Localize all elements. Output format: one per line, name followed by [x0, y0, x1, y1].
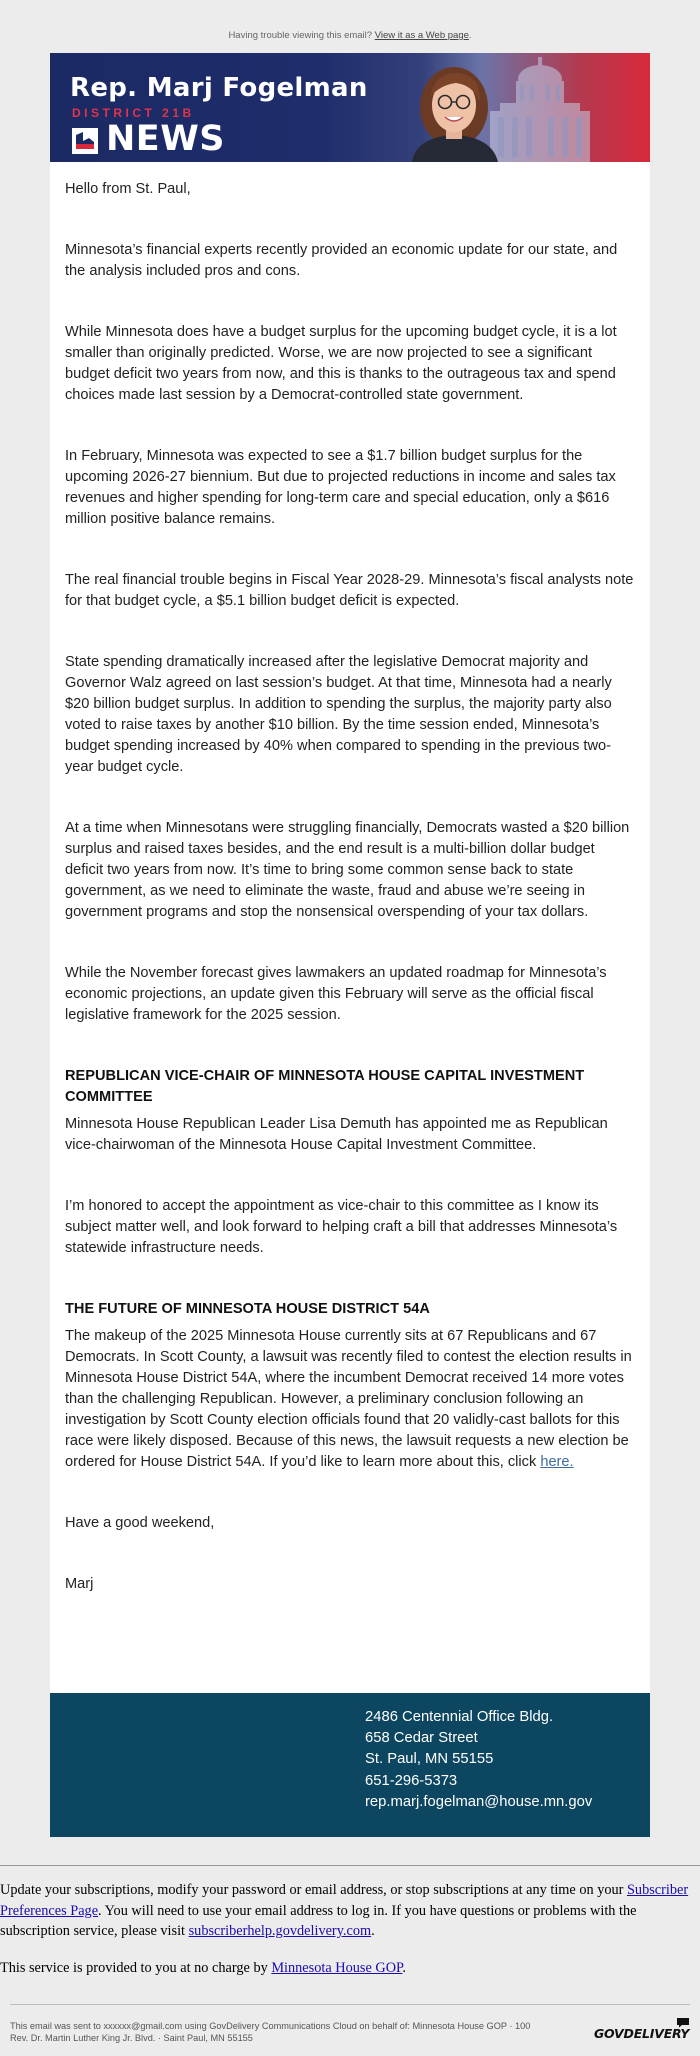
paragraph-text: The makeup of the 2025 Minnesota House currently sits at 67 Republicans and 67 Democrats. In Scott County, a lawsuit was recently filed to contest the election results in Minnesota House District 54A, where the incumbent Democrat received 14 more votes than the challenging Republican. However, a preliminary conclusion following an investigation by Scott County election officials found that 20 validly-cast ballots for this race were likely disposed. Because of this news, the lawsuit requests a new election be ordered for House District 54A. If you’d like to learn more about this, click — [65, 1328, 632, 1470]
paragraph — [65, 1326, 635, 1473]
divider — [0, 1865, 700, 1866]
fineprint — [10, 2020, 570, 2044]
section-heading: REPUBLICAN VICE-CHAIR OF MINNESOTA HOUSE CAPITAL INVESTMENT COMMITTEE — [65, 1068, 585, 1105]
newsletter-banner — [50, 53, 650, 162]
subscriber-preferences-link[interactable]: Subscriber Preferences Page — [0, 1882, 689, 1919]
preheader-text: Having trouble viewing this email? — [228, 30, 373, 41]
subscriber-help-link[interactable]: subscriberhelp.govdelivery.com — [188, 1923, 372, 1939]
subscription-info — [0, 1880, 700, 1994]
address-line: 658 Cedar Street — [365, 1730, 478, 1747]
paragraph: I’m honored to accept the appointment as vice-chair to this committee as I know its subject matter well, and look forward to helping craft a bill that addresses Minnesota’s statewide infrastructure needs. — [65, 1198, 618, 1256]
preheader — [0, 30, 700, 41]
govdelivery-logo: GOVDELIVERY — [594, 2026, 690, 2041]
email-address: rep.marj.fogelman@house.mn.gov — [365, 1793, 593, 1810]
signoff: Marj — [65, 1576, 94, 1592]
news-title: NEWS — [106, 119, 226, 159]
subscription-paragraph — [0, 1880, 700, 1942]
address-line: St. Paul, MN 55155 — [365, 1751, 494, 1768]
subscription-text: . — [371, 1923, 375, 1939]
divider — [10, 2004, 690, 2005]
paragraph: The real financial trouble begins in Fiscal Year 2028-29. Minnesota’s fiscal analysts note for that budget cycle, a $5.1 billion budget deficit is expected. — [65, 572, 634, 609]
paragraph: State spending dramatically increased after the legislative Democrat majority and Governor Walz agreed on last session’s budget. At that time, Minnesota had a nearly $20 billion budget surplus. In addition to spending the surplus, the majority party also voted to raise taxes by another $10 billion. By the time session ended, Minnesota’s budget spending increased by 40% when compared to spending in the previous two-year budget cycle. — [65, 654, 612, 775]
email-body — [65, 179, 635, 1635]
address-line: 2486 Centennial Office Bldg. — [365, 1709, 554, 1725]
fineprint-line: Rev. Dr. Martin Luther King Jr. Blvd. · Saint Paul, MN 55155 — [10, 2033, 253, 2043]
service-text: . — [402, 1959, 406, 1976]
paragraph: While Minnesota does have a budget surplus for the upcoming budget cycle, it is a lot smaller than originally predicted. Worse, we are now projected to see a significant budget deficit two years from now, and this is thanks to the outrageous tax and spend choices made last session by a Democrat-controlled state government. — [65, 324, 617, 403]
contact-footer — [50, 1693, 650, 1837]
minnesota-house-gop-link[interactable]: Minnesota House GOP — [271, 1959, 403, 1976]
service-paragraph — [0, 1958, 700, 1979]
phone-number: 651-296-5373 — [365, 1772, 458, 1789]
paragraph: While the November forecast gives lawmakers an updated roadmap for Minnesota’s economic projections, an update given this February will serve as the official fiscal legislative framework for the 2025 session. — [65, 965, 607, 1023]
district-label: DISTRICT 21B — [72, 106, 195, 120]
closing: Have a good weekend, — [65, 1515, 215, 1531]
subscription-text: Update your subscriptions, modify your password or email address, or stop subscriptions at any time on your — [0, 1882, 627, 1898]
greeting: Hello from St. Paul, — [65, 181, 191, 197]
preheader-suffix: . — [468, 30, 472, 41]
office-address — [365, 1707, 592, 1813]
learn-more-link[interactable]: here. — [540, 1454, 574, 1470]
paragraph: At a time when Minnesotans were struggling financially, Democrats wasted a $20 billion surplus and raised taxes besides, and the end result is a multi-billion dollar budget deficit two years from now. It’s time to bring some common sense back to state government, as we need to eliminate the waste, fraud and abuse we’re seeing in government programs and stop the nonsensical overspending of your tax dollars. — [65, 820, 630, 920]
paragraph: Minnesota House Republican Leader Lisa Demuth has appointed me as Republican vice-chairwoman of the Minnesota House Capital Investment Committee. — [65, 1116, 608, 1153]
representative-photo — [402, 57, 507, 162]
paragraph: Minnesota’s financial experts recently provided an economic update for our state, and the analysis included pros and cons. — [65, 242, 618, 279]
subscription-text: . You will need to use your email address to log in. If you have questions or problems with the subscription service, please visit — [0, 1902, 637, 1939]
view-web-page-link[interactable]: View it as a Web page — [374, 30, 469, 41]
representative-name: Rep. Marj Fogelman — [70, 73, 368, 103]
section-heading: THE FUTURE OF MINNESOTA HOUSE DISTRICT 54A — [65, 1301, 430, 1317]
fineprint-line: This email was sent to xxxxxx@gmail.com using GovDelivery Communications Cloud on behalf of: Minnesota House GOP · 100 — [10, 2021, 531, 2031]
email-card — [50, 53, 650, 1837]
service-text: This service is provided to you at no charge by — [0, 1959, 272, 1976]
house-gop-logo-icon — [72, 128, 98, 154]
paragraph: In February, Minnesota was expected to see a $1.7 billion budget surplus for the upcoming 2026-27 biennium. But due to projected reductions in income and sales tax revenues and higher spending for long-term care and special education, only a $616 million positive balance remains. — [65, 448, 616, 527]
